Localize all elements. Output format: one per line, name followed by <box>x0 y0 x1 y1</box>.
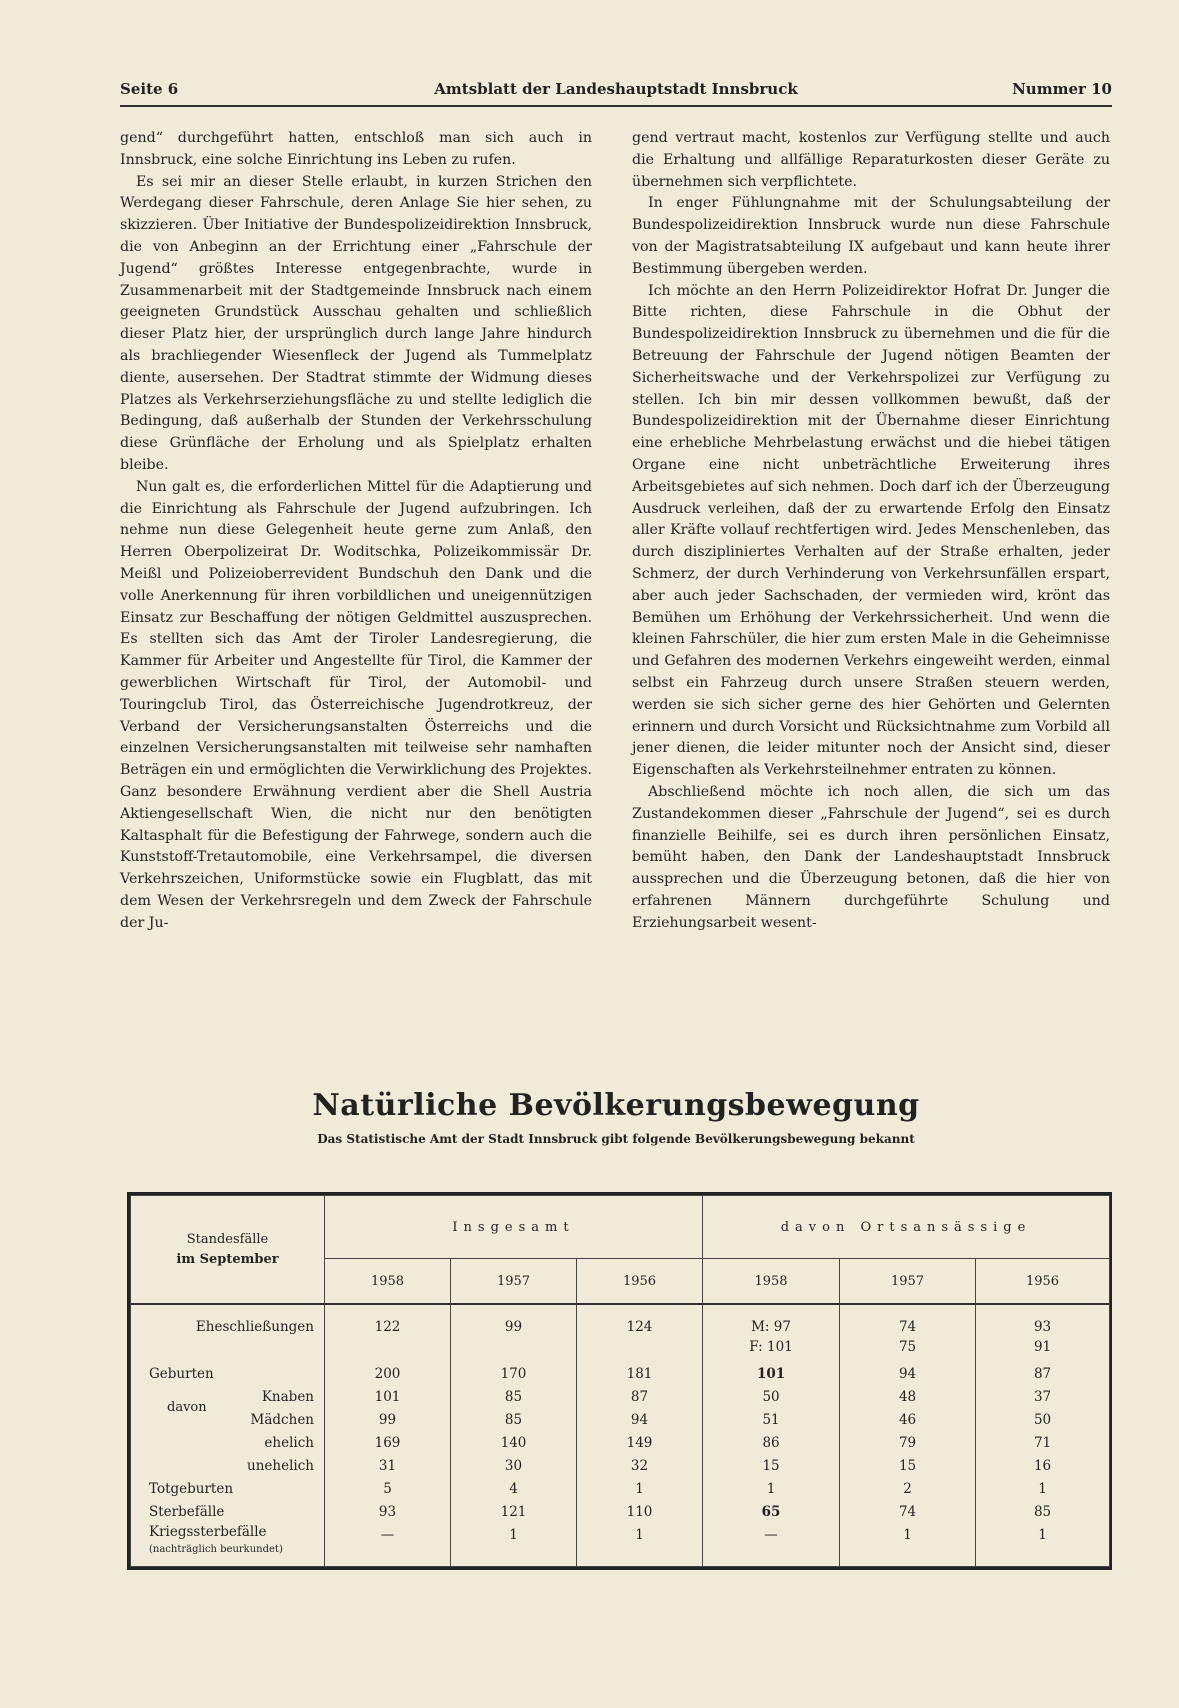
cell: 48 <box>898 1389 917 1405</box>
text: Eheschließungen <box>195 1319 314 1335</box>
column-1958-total <box>325 1304 451 1567</box>
stub-header-line1: Standesfälle <box>186 1231 269 1247</box>
year-header: 1956 <box>976 1259 1110 1305</box>
cell: 51 <box>762 1412 780 1428</box>
text: 124 <box>626 1319 653 1335</box>
cell: 50 <box>1033 1412 1052 1428</box>
label-ehelich: ehelich <box>264 1435 314 1451</box>
cell: 5 <box>383 1481 392 1497</box>
text: 122 <box>374 1319 401 1335</box>
cell <box>451 1305 576 1363</box>
cell: 30 <box>504 1458 523 1474</box>
cell <box>976 1305 1109 1363</box>
text: 99 <box>504 1319 523 1335</box>
cell: 140 <box>500 1435 527 1451</box>
stub-header <box>131 1196 325 1305</box>
header-rule <box>120 105 1112 107</box>
cell: 46 <box>898 1412 917 1428</box>
cell: 16 <box>1033 1458 1052 1474</box>
column-1957-total <box>451 1304 577 1567</box>
label-maedchen: Mädchen <box>250 1412 314 1428</box>
year-header: 1958 <box>703 1259 840 1305</box>
cell <box>703 1305 839 1363</box>
cell: 50 <box>762 1389 780 1405</box>
cell: 101 <box>374 1389 401 1405</box>
cell <box>840 1305 975 1363</box>
cell: 74 <box>898 1504 917 1520</box>
label-unehelich: unehelich <box>247 1458 314 1474</box>
cell: 85 <box>504 1389 523 1405</box>
paragraph: Es sei mir an dieser Stelle erlaubt, in kurzen Strichen den Werdegang dieser Fahrschule, deren Anlage Sie hier sehen, zu skizzieren. Über Initiative der Bundespolizeidirektion Innsbruck, die von Anbeginn an der Errichtung einer „Fahrschule der Jugend“ größtes Interesse entgegenbrachte, wurde in Zusammenarbeit mit der Stadtgemeinde Innsbruck nach einem geeigneten Grundstück Ausschau gehalten und schließlich dieser Platz hier, der ursprünglich durch lange Jahre hindurch als brachliegender Wiesenfleck der Jugend als Tummelplatz diente, ausersehen. Der Stadtrat stimmte der Widmung dieses Platzes als Verkehrserziehungsfläche zu und stellte lediglich die Bedingung, daß außerhalb der Stunden der Verkehrsschulung diese Grünfläche der Erholung und als Spielplatz erhalten bleibe. <box>120 173 592 473</box>
year-header: 1958 <box>325 1259 451 1305</box>
cell: 31 <box>378 1458 397 1474</box>
cell: 4 <box>509 1481 518 1497</box>
publication-title: Amtsblatt der Landeshauptstadt Innsbruck <box>434 80 798 98</box>
text: 91 <box>1033 1339 1052 1355</box>
label-davon: davon <box>167 1400 207 1415</box>
label-totgeburten: Totgeburten <box>149 1481 234 1497</box>
issue-number: Nummer 10 <box>1012 80 1112 98</box>
cell: — <box>764 1527 778 1543</box>
cell: 2 <box>903 1481 912 1497</box>
cell <box>325 1305 450 1363</box>
group-header-total: Insgesamt <box>325 1196 703 1259</box>
text: M: 97 <box>751 1319 791 1335</box>
column-1958-residents <box>703 1304 840 1567</box>
statistics-table <box>127 1192 1112 1570</box>
cell: 101 <box>756 1366 786 1382</box>
column-1956-total <box>577 1304 703 1567</box>
cell: 170 <box>500 1366 527 1382</box>
page-header <box>120 78 1112 102</box>
cell: 65 <box>761 1504 781 1520</box>
label-note: (nachträglich beurkundet) <box>149 1544 283 1555</box>
cell: 200 <box>374 1366 401 1382</box>
paragraph: Nun galt es, die erforderlichen Mittel für die Adaptierung und die Einrichtung als Fahrschule der Jugend aufzubringen. Ich nehme nun diese Gelegenheit heute gerne zum Anlaß, den Herren Oberpolizeirat Dr. Woditschka, Polizeikommissär Dr. Meißl und Polizeioberrevident Bundschuh den Dank und die volle Anerkennung für ihren vorbildlichen und uneigennützigen Einsatz zur Beschaffung der nötigen Geldmittel auszusprechen. Es stellten sich das Amt der Tiroler Landesregierung, die Kammer für Arbeiter und Angestellte für Tirol, die Kammer der gewerblichen Wirtschaft für Tirol, der Automobil- und Touringclub Tirol, das Österreichische Jugendrotkreuz, der Verband der Versicherungsanstalten Österreichs und die einzelnen Versicherungsanstalten mit teilweise sehr namhaften Beträgen ein und ermöglichten die Verwirklichung des Projektes. Ganz besondere Erwähnung verdient aber die Shell Austria Aktiengesellschaft Wien, die nicht nur den benötigten Kaltasphalt für die Befestigung der Fahrwege, sondern auch die Kunststoff-Tretautomobile, eine Verkehrsampel, die diversen Verkehrszeichen, Uniformstücke sowie ein Flugblatt, das mit dem Wesen der Verkehrsregeln und dem Zweck der Fahrschule der Ju- <box>120 478 592 931</box>
table-subtitle: Das Statistische Amt der Stadt Innsbruck gibt folgende Bevölkerungsbewegung bekannt <box>317 1132 915 1146</box>
cell: 71 <box>1033 1435 1052 1451</box>
label-sterbefaelle: Sterbefälle <box>149 1504 225 1520</box>
paragraph: gend“ durchgeführt hatten, entschloß man sich auch in Innsbruck, eine solche Einrichtung ins Leben zu rufen. <box>120 130 592 168</box>
article-column-right <box>632 128 1110 934</box>
cell: 149 <box>626 1435 653 1451</box>
cell: 1 <box>635 1527 644 1543</box>
text: F: 101 <box>749 1339 793 1355</box>
cell: 93 <box>378 1504 397 1520</box>
cell: 85 <box>504 1412 523 1428</box>
paragraph: gend vertraut macht, kostenlos zur Verfügung stellte und auch die Erhaltung und allfällige Reparaturkosten dieser Geräte zu übernehmen sich verpflichtete. <box>632 130 1110 190</box>
cell: 121 <box>500 1504 527 1520</box>
cell: 99 <box>378 1412 397 1428</box>
column-1957-residents <box>840 1304 976 1567</box>
text: 74 <box>898 1319 917 1335</box>
text: 75 <box>898 1339 917 1355</box>
stub-header-line2: im September <box>176 1251 279 1267</box>
paragraph: Ich möchte an den Herrn Polizeidirektor Hofrat Dr. Junger die Bitte richten, diese Fahrschule in die Obhut der Bundespolizeidirektion Innsbruck zu übernehmen und die für die Betreuung der Fahrschule der Jugend nötigen Beamten der Sicherheitswache und der Verkehrspolizei zur Verfügung zu stellen. Ich bin mir dessen vollkommen bewußt, daß der Bundespolizeidirektion mit der Übernahme dieser Einrichtung eine erhebliche Mehrbelastung erwächst und die hiebei tätigen Organe eine nicht unbeträchtliche Erweiterung ihres Arbeitsgebietes auf sich nehmen. Doch darf ich der Überzeugung Ausdruck verleihen, daß der zu erwartende Erfolg den Einsatz aller Kräfte vollauf rechtfertigen wird. Jedes Menschenleben, das durch diszipliniertes Verhalten auf der Straße erhalten, jeder Schmerz, der durch Verhinderung von Verkehrsunfällen erspart, aber auch jeder Sachschaden, der vermieden wird, krönt das Bemühen um Erhöhung der Verkehrssicherheit. Und wenn die kleinen Fahrschüler, die hier zum ersten Male in die Geheimnisse und Gefahren des modernen Verkehrs eingeweiht werden, einmal selbst ein Fahrzeug durch unsere Straßen steuern werden, werden sie sich sicher gerne des hier Gehörten und Gelernten erinnern und durch Vorsicht und Rücksichtnahme zum Vorbild all jener dienen, die leider mitunter noch der Ansicht sind, dieser Eigenschaften als Verkehrsteilnehmer entraten zu können. <box>632 282 1110 779</box>
cell: 1 <box>903 1527 912 1543</box>
cell: 1 <box>1038 1527 1047 1543</box>
cell <box>577 1305 702 1363</box>
cell: 169 <box>374 1435 401 1451</box>
cell: 94 <box>630 1412 649 1428</box>
label-kriegssterbefaelle <box>131 1524 324 1558</box>
cell: 87 <box>1033 1366 1052 1382</box>
year-header: 1957 <box>451 1259 577 1305</box>
label-knaben: Knaben <box>261 1389 314 1405</box>
cell: — <box>380 1527 395 1543</box>
page-number: Seite 6 <box>120 80 179 98</box>
column-1956-residents <box>976 1304 1110 1567</box>
paragraph: In enger Fühlungnahme mit der Schulungsabteilung der Bundespolizeidirektion Innsbruck wurde nun diese Fahrschule von der Magistratsabteilung IX aufgebaut und kann heute ihrer Bestimmung übergeben werden. <box>632 195 1110 277</box>
cell: 1 <box>766 1481 776 1497</box>
text: Kriegssterbefälle <box>149 1524 267 1540</box>
paragraph: Abschließend möchte ich noch allen, die sich um das Zustandekommen dieser „Fahrschule der Jugend“, sei es durch finanzielle Beihilfe, sei es durch ihren persönlichen Einsatz, bemüht haben, den Dank der Landeshauptstadt Innsbruck aussprechen und die Überzeugung betonen, daß die hier von erfahrenen Männern durchgeführte Schulung und Erziehungsarbeit wesent- <box>632 783 1110 931</box>
cell: 15 <box>762 1458 780 1474</box>
cell: 15 <box>898 1458 917 1474</box>
cell: 94 <box>898 1366 917 1382</box>
year-header: 1956 <box>577 1259 703 1305</box>
cell: 181 <box>626 1366 653 1382</box>
cell: 86 <box>762 1435 780 1451</box>
cell: 1 <box>635 1481 644 1497</box>
year-header: 1957 <box>840 1259 976 1305</box>
cell: 79 <box>898 1435 917 1451</box>
cell: 37 <box>1033 1389 1052 1405</box>
cell: 32 <box>630 1458 649 1474</box>
table-title: Natürliche Bevölkerungsbewegung <box>312 1088 920 1123</box>
cell: 110 <box>626 1504 653 1520</box>
cell: 85 <box>1033 1504 1052 1520</box>
row-labels <box>131 1304 325 1567</box>
group-header-residents: davon Ortsansässige <box>703 1196 1110 1259</box>
cell: 1 <box>509 1527 518 1543</box>
label-geburten: Geburten <box>149 1366 214 1382</box>
text: 93 <box>1033 1319 1052 1335</box>
label-eheschliessungen <box>131 1305 324 1363</box>
article-column-left <box>120 128 592 934</box>
cell: 87 <box>630 1389 649 1405</box>
cell: 1 <box>1038 1481 1047 1497</box>
